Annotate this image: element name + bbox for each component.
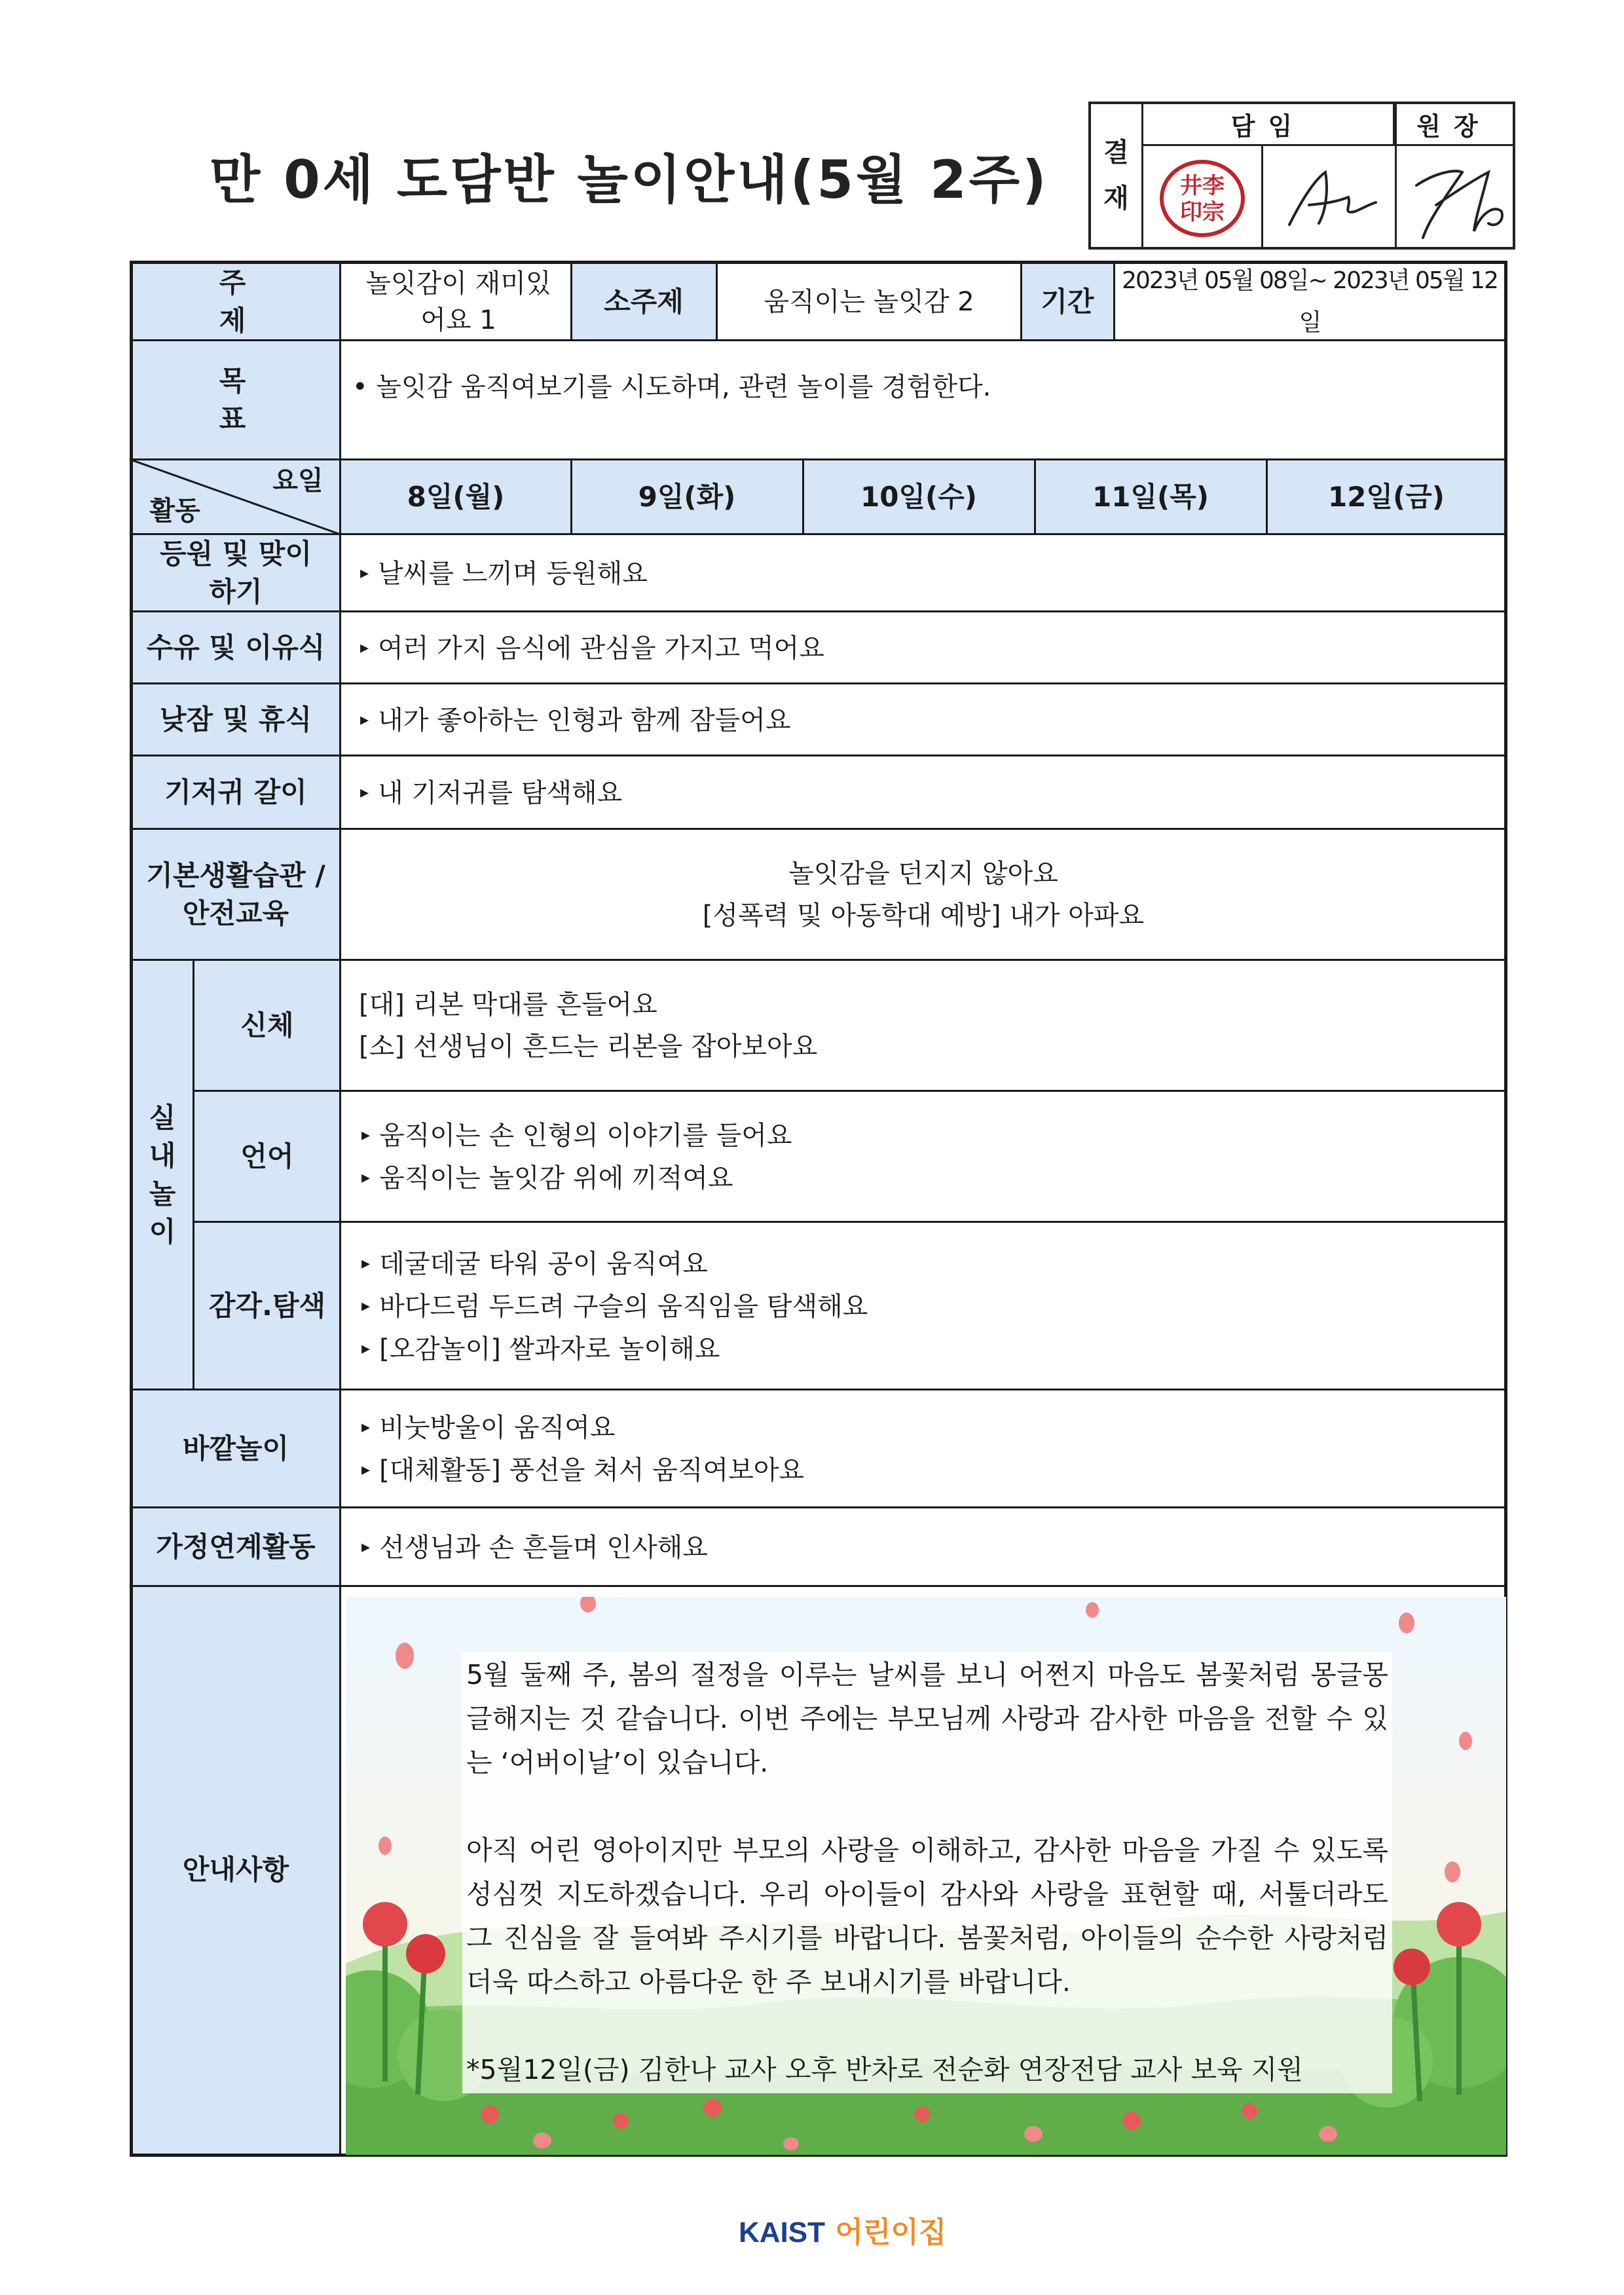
- arrival-cell: [360, 534, 1486, 612]
- arrival-label: 등원 및 맞이하기: [159, 538, 312, 608]
- approval-jae: 재: [1103, 183, 1129, 214]
- body-text-2: [소] 선생님이 흔드는 리본을 잡아보아요: [359, 1032, 818, 1062]
- corner-day-label: 요일: [272, 466, 323, 496]
- theme-value: 놀잇감이 재미있어요 1: [365, 269, 551, 335]
- period-label: 기간: [1041, 286, 1094, 318]
- logo-daycare: 어린이집: [835, 2216, 947, 2249]
- day-tue: 9일(화): [638, 481, 736, 513]
- theme-label: 주 제: [219, 267, 286, 337]
- nap-text: ▸ 내가 좋아하는 인형과 함께 잠들어요: [360, 699, 1486, 741]
- approval-label: [1091, 104, 1143, 247]
- language-label: 언어: [240, 1140, 294, 1172]
- indoor-label: 실내놀이: [149, 1102, 176, 1248]
- nap-cell: [360, 684, 1486, 756]
- sensory-text-3: ▸ [오감놀이] 쌀과자로 놀이해요: [361, 1328, 1488, 1370]
- approval-box: [1088, 102, 1515, 250]
- feeding-label: 수유 및 이유식: [146, 631, 325, 663]
- nap-label: 낮잠 및 휴식: [159, 703, 312, 736]
- diaper-label: 기저귀 갈이: [164, 776, 307, 808]
- body-cell: [359, 960, 1485, 1091]
- sensory-text-1: ▸ 데굴데굴 타워 공이 움직여요: [361, 1242, 1488, 1285]
- stamp-image: [1143, 146, 1261, 247]
- goal-value: • 놀잇감 움직여보기를 시도하며, 관련 놀이를 경험한다.: [352, 372, 991, 402]
- outdoor-cell: [361, 1390, 1488, 1508]
- director-header: 원장: [1395, 104, 1513, 146]
- teacher-signature: [1263, 146, 1394, 247]
- svg-text:井李: 井李: [1180, 173, 1225, 199]
- home-text: ▸ 선생님과 손 흔들며 인사해요: [361, 1526, 1488, 1569]
- habit-text-2: [성폭력 및 아동학대 예방] 내가 아파요: [702, 901, 1145, 931]
- day-wed: 10일(수): [860, 481, 977, 513]
- sensory-label: 감각.탐색: [208, 1290, 326, 1322]
- sensory-cell: [361, 1222, 1488, 1390]
- approval-gyeol: 결: [1103, 138, 1129, 168]
- subtheme-label: 소주제: [604, 286, 684, 318]
- language-text-2: ▸ 움직이는 놀잇감 위에 끼적여요: [361, 1157, 1488, 1199]
- teacher-header: 담임: [1143, 104, 1395, 146]
- kaist-daycare-logo: [739, 2209, 946, 2250]
- corner-activity-label: 활동: [149, 496, 200, 526]
- logo-kaist: KAIST: [739, 2216, 825, 2248]
- sensory-text-2: ▸ 바다드럼 두드려 구슬의 움직임을 탐색해요: [361, 1285, 1488, 1328]
- notice-paragraph-2: 아직 어린 영아이지만 부모의 사랑을 이해하고, 감사한 마음을 가질 수 있도록 성심껏 지도하겠습니다. 우리 아이들이 감사와 사랑을 표현할 때, 서툴더라도 그 진심을 잘 들여봐 주시기를 바랍니다. 봄꽃처럼, 아이들의 순수한 사랑처럼 더욱 따스하고 아름다운 한 주 보내시기를 바랍니다.: [466, 1835, 1388, 1998]
- goal-label: 목 표: [219, 365, 286, 435]
- notice-label: 안내사항: [182, 1854, 289, 1886]
- habit-cell: [342, 829, 1505, 960]
- feeding-cell: [360, 612, 1486, 684]
- language-text-1: ▸ 움직이는 손 인형의 이야기를 들어요: [361, 1114, 1488, 1157]
- notice-paragraph-3: *5월12일(금) 김한나 교사 오후 반차로 전순화 연장전담 교사 보육 지원: [466, 2054, 1303, 2085]
- outdoor-text-2: ▸ [대체활동] 풍선을 쳐서 움직여보아요: [361, 1449, 1488, 1491]
- body-label: 신체: [240, 1009, 294, 1041]
- page-title: 만 0세 도담반 놀이안내(5월 2주): [210, 149, 1049, 210]
- period-value: 2023년 05월 08일~ 2023년 05월 12일: [1122, 267, 1498, 336]
- habit-label: 기본생활습관 /안전교육: [146, 859, 325, 929]
- feeding-text: ▸ 여러 가지 음식에 관심을 가지고 먹어요: [360, 627, 1486, 669]
- svg-text:印宗: 印宗: [1180, 199, 1225, 225]
- day-fri: 12일(금): [1328, 481, 1445, 513]
- home-cell: [361, 1508, 1488, 1586]
- notice-illustration: [346, 1597, 1506, 2155]
- day-thu: 11일(목): [1092, 481, 1209, 513]
- notice-paragraph-1: 5월 둘째 주, 봄의 절정을 이루는 날씨를 보니 어쩐지 마음도 봄꽃처럼 몽글몽글해지는 것 같습니다. 이번 주에는 부모님께 사랑과 감사한 마음을 전할 수 있는 ‘어버이날’이 있습니다.: [466, 1659, 1388, 1778]
- body-text-1: [대] 리본 막대를 흔들어요: [359, 990, 657, 1020]
- outdoor-label: 바깥놀이: [182, 1432, 289, 1465]
- arrival-text: ▸ 날씨를 느끼며 등원해요: [360, 552, 1486, 595]
- diaper-cell: [360, 756, 1486, 829]
- day-mon: 8일(월): [407, 481, 505, 513]
- outdoor-text-1: ▸ 비눗방울이 움직여요: [361, 1406, 1488, 1449]
- notice-text: [462, 1652, 1392, 2093]
- habit-text-1: 놀잇감을 던지지 않아요: [788, 859, 1058, 889]
- diaper-text: ▸ 내 기저귀를 탐색해요: [360, 772, 1486, 814]
- director-signature: [1397, 146, 1515, 247]
- language-cell: [361, 1091, 1488, 1222]
- subtheme-value: 움직이는 놀잇감 2: [764, 287, 974, 317]
- home-label: 가정연계활동: [156, 1531, 316, 1563]
